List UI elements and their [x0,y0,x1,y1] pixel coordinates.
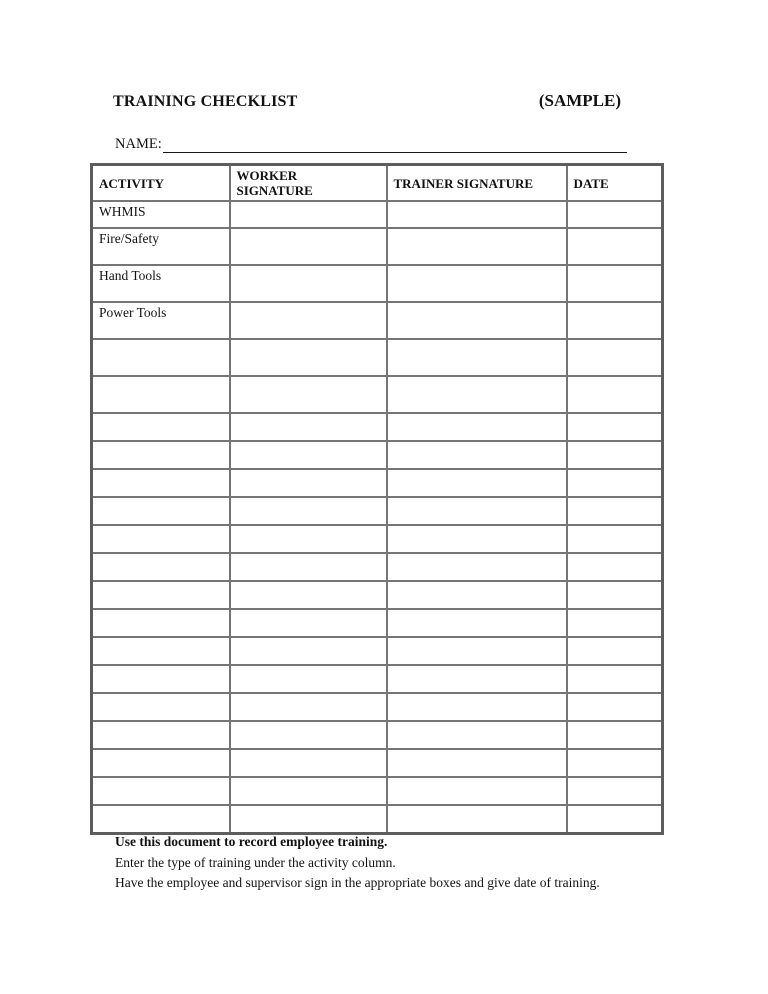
table-row [92,581,663,609]
trainer-signature-cell [387,693,567,721]
activity-cell: Hand Tools [92,265,230,302]
trainer-signature-cell [387,637,567,665]
table-row [92,376,663,413]
worker-signature-cell [230,469,387,497]
column-header-activity-label: ACTIVITY [99,175,165,191]
activity-cell: Power Tools [92,302,230,339]
table-row [92,469,663,497]
worker-signature-cell [230,553,387,581]
worker-signature-cell [230,637,387,665]
trainer-signature-cell [387,665,567,693]
activity-cell [92,497,230,525]
table-row [92,665,663,693]
column-header-trainer-signature-label: TRAINER SIGNATURE [393,175,534,191]
trainer-signature-cell [387,339,567,376]
table-row [92,228,663,265]
table-row [92,525,663,553]
column-header-trainer-signature [387,165,567,202]
table-row [92,441,663,469]
footer-instruction-3: Have the employee and supervisor sign in the appropriate boxes and give date of training. [115,875,600,890]
trainer-signature-cell [387,376,567,413]
activity-cell [92,525,230,553]
table-row [92,609,663,637]
activity-cell: Fire/Safety [92,228,230,265]
table-row [92,749,663,777]
activity-cell [92,413,230,441]
date-cell [567,302,663,339]
worker-signature-cell [230,721,387,749]
trainer-signature-cell [387,721,567,749]
date-cell [567,721,663,749]
date-cell [567,665,663,693]
activity-cell [92,553,230,581]
date-cell [567,749,663,777]
worker-signature-cell [230,581,387,609]
date-cell [567,441,663,469]
activity-cell [92,665,230,693]
table-row [92,693,663,721]
activity-cell [92,581,230,609]
trainer-signature-cell [387,553,567,581]
document-header [113,91,621,111]
date-cell [567,201,663,228]
activity-cell [92,376,230,413]
trainer-signature-cell [387,469,567,497]
table-row [92,637,663,665]
trainer-signature-cell [387,525,567,553]
date-cell [567,581,663,609]
worker-signature-cell [230,665,387,693]
worker-signature-cell [230,228,387,265]
date-cell [567,413,663,441]
worker-signature-cell [230,609,387,637]
name-blank-line [163,137,627,153]
worker-signature-cell [230,339,387,376]
date-cell [567,805,663,833]
column-header-worker-signature [230,165,387,202]
table-row [92,497,663,525]
activity-cell [92,441,230,469]
worker-signature-cell [230,777,387,805]
date-cell [567,609,663,637]
activity-cell [92,609,230,637]
date-cell [567,339,663,376]
trainer-signature-cell [387,265,567,302]
worker-signature-cell [230,201,387,228]
date-cell [567,525,663,553]
activity-cell [92,777,230,805]
date-cell [567,777,663,805]
activity-cell [92,805,230,833]
worker-signature-cell [230,413,387,441]
column-header-activity [92,165,230,202]
table-row [92,413,663,441]
table-header [92,165,663,202]
trainer-signature-cell [387,441,567,469]
worker-signature-cell [230,805,387,833]
worker-signature-cell [230,497,387,525]
table-row [92,805,663,833]
date-cell [567,553,663,581]
date-cell [567,497,663,525]
trainer-signature-cell [387,228,567,265]
date-cell [567,469,663,497]
sample-label: (SAMPLE) [538,91,621,110]
activity-cell [92,693,230,721]
activity-cell [92,469,230,497]
trainer-signature-cell [387,497,567,525]
worker-signature-cell [230,749,387,777]
activity-cell: WHMIS [92,201,230,228]
table-header-row [92,165,663,202]
date-cell [567,637,663,665]
table-row [92,721,663,749]
worker-signature-cell [230,525,387,553]
name-label: NAME: [115,136,162,152]
table-row [92,201,663,228]
table-row [92,553,663,581]
trainer-signature-cell [387,805,567,833]
activity-cell [92,749,230,777]
activity-cell [92,637,230,665]
page-title: TRAINING CHECKLIST [113,93,298,110]
worker-signature-cell [230,441,387,469]
date-cell [567,693,663,721]
trainer-signature-cell [387,609,567,637]
trainer-signature-cell [387,777,567,805]
worker-signature-cell [230,693,387,721]
table-row [92,777,663,805]
footer-instruction-2: Enter the type of training under the activity column. [115,854,396,870]
trainer-signature-cell [387,302,567,339]
column-header-date-label: DATE [573,175,609,191]
training-checklist-table [90,163,664,835]
table-body [92,201,663,833]
trainer-signature-cell [387,201,567,228]
table-row [92,265,663,302]
activity-cell [92,721,230,749]
trainer-signature-cell [387,581,567,609]
table-row [92,339,663,376]
name-row [115,136,627,153]
date-cell [567,228,663,265]
date-cell [567,265,663,302]
worker-signature-cell [230,376,387,413]
date-cell [567,376,663,413]
worker-signature-cell [230,265,387,302]
worker-signature-cell [230,302,387,339]
footer-instruction-1: Use this document to record employee training. [115,834,388,849]
trainer-signature-cell [387,749,567,777]
trainer-signature-cell [387,413,567,441]
column-header-date [567,165,663,202]
footer-instructions [115,832,695,894]
column-header-worker-signature-label: WORKER SIGNATURE [236,168,313,198]
activity-cell [92,339,230,376]
table-row [92,302,663,339]
